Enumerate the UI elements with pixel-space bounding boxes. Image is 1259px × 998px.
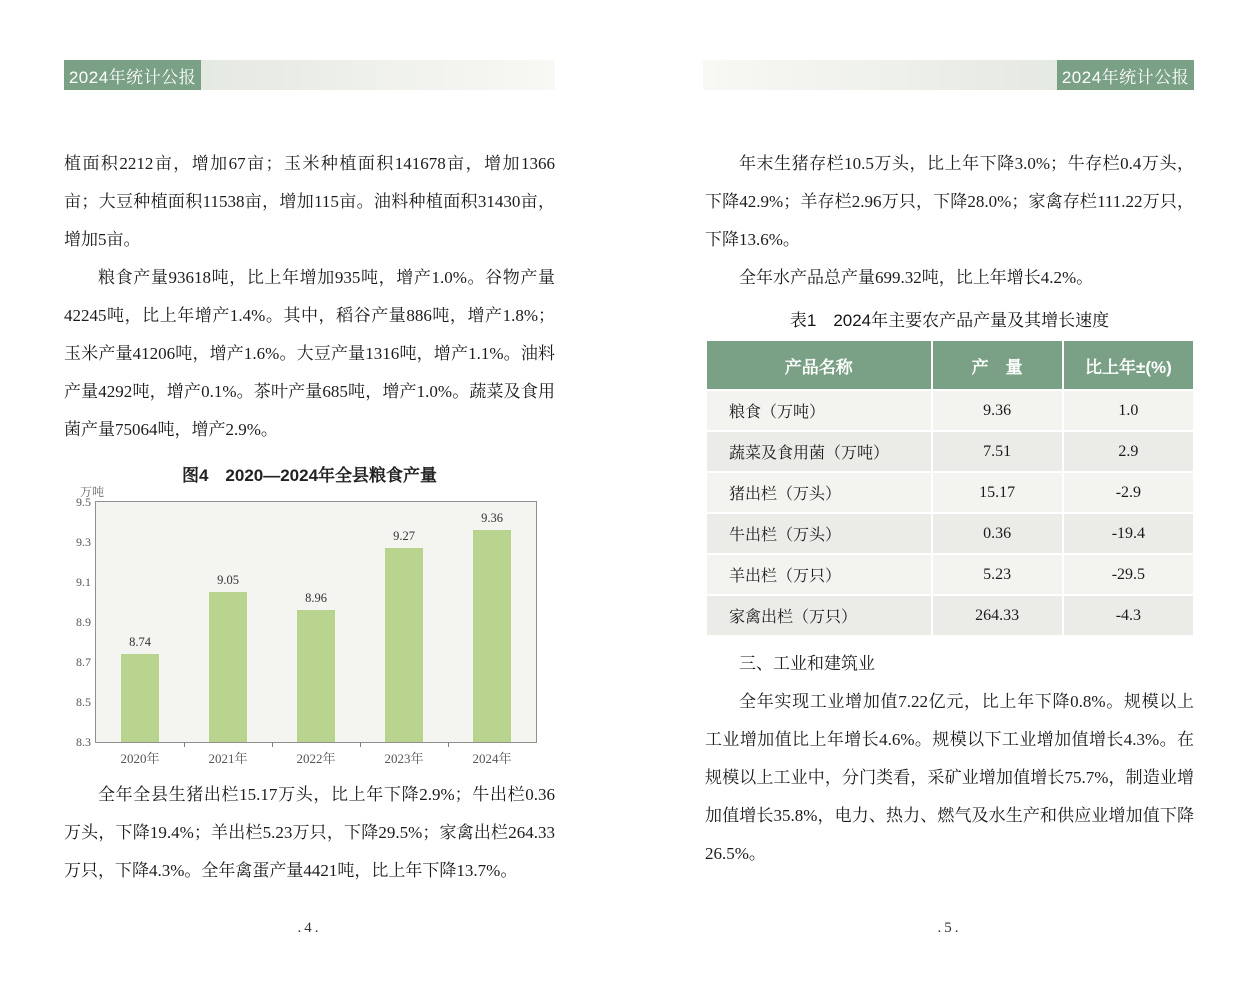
- cell-change: -2.9: [1062, 471, 1193, 512]
- table-row: [707, 430, 1193, 471]
- x-axis-tick: [360, 742, 361, 747]
- cell-change: -19.4: [1062, 512, 1193, 553]
- right-header-strip: [703, 60, 1057, 90]
- y-axis-tick-label: 8.5: [76, 695, 91, 709]
- x-axis-category-label: 2024年: [472, 751, 512, 766]
- cell-output: 15.17: [931, 471, 1062, 512]
- x-axis-tick: [448, 742, 449, 747]
- chart-bar: [121, 654, 159, 742]
- table-row: [707, 594, 1193, 635]
- cell-product-name: 羊出栏（万只）: [707, 553, 931, 594]
- section-heading-industry: 三、工业和建筑业: [739, 654, 875, 673]
- bar-value-label: 8.74: [129, 635, 151, 649]
- chart-bar: [209, 592, 247, 742]
- chart-unit-label: 万吨: [80, 485, 105, 499]
- cell-change: -29.5: [1062, 553, 1193, 594]
- table-row: [707, 512, 1193, 553]
- x-axis-category-label: 2020年: [120, 751, 160, 766]
- cell-output: 264.33: [931, 594, 1062, 635]
- cell-change: 1.0: [1062, 389, 1193, 430]
- chart-bar: [385, 548, 423, 742]
- x-axis-category-label: 2021年: [208, 751, 248, 766]
- grain-output-bar-chart: [64, 461, 555, 766]
- col-header-change: 比上年±(%): [1062, 341, 1193, 389]
- cell-output: 9.36: [931, 389, 1062, 430]
- y-axis-tick-label: 8.3: [76, 735, 91, 749]
- cell-product-name: 家禽出栏（万只）: [707, 594, 931, 635]
- table-row: [707, 471, 1193, 512]
- right-page-number: .5.: [937, 920, 962, 936]
- chart-title: 图4 2020—2024年全县粮食产量: [181, 466, 438, 485]
- cell-change: -4.3: [1062, 594, 1193, 635]
- left-header-title: 2024年统计公报: [68, 67, 197, 87]
- col-header-product: 产品名称: [707, 341, 931, 389]
- left-page-number: .4.: [297, 920, 322, 936]
- chart-bar: [473, 530, 511, 742]
- left-page-text: [64, 145, 555, 449]
- cell-change: 2.9: [1062, 430, 1193, 471]
- paragraph-industry: 全年实现工业增加值7.22亿元，比上年下降0.8%。规模以上工业增加值比上年增长4.6%。规模以下工业增加值增长4.3%。在规模以上工业中，分门类看，采矿业增加值增长75.7%，制造业增加值增长35.8%，电力、热力、燃气及水生产和供应业增加值下降26.5%。: [705, 692, 1194, 863]
- paragraph-aquatic-products: 全年水产品总产量699.32吨，比上年增长4.2%。: [739, 268, 1094, 287]
- x-axis-tick: [272, 742, 273, 747]
- y-axis-tick-label: 9.3: [76, 535, 91, 549]
- table-row: [707, 553, 1193, 594]
- paragraph-planting-area: 植面积2212亩，增加67亩；玉米种植面积141678亩，增加1366亩；大豆种植面积11538亩，增加115亩。油料种植面积31430亩，增加5亩。: [64, 154, 555, 249]
- bar-value-label: 9.05: [217, 573, 239, 587]
- y-axis-tick-label: 9.5: [76, 495, 91, 509]
- bar-value-label: 9.27: [393, 529, 415, 543]
- right-header-banner: [1057, 60, 1194, 90]
- x-axis-category-label: 2023年: [384, 751, 424, 766]
- table-row: [707, 389, 1193, 430]
- cell-output: 7.51: [931, 430, 1062, 471]
- bar-value-label: 8.96: [305, 591, 327, 605]
- left-header-strip: [201, 60, 555, 90]
- right-header-title: 2024年统计公报: [1061, 67, 1190, 87]
- cell-product-name: 牛出栏（万头）: [707, 512, 931, 553]
- x-axis-tick: [184, 742, 185, 747]
- col-header-output: 产 量: [931, 341, 1062, 389]
- cell-output: 0.36: [931, 512, 1062, 553]
- chart-bar: [297, 610, 335, 742]
- agri-products-table: [707, 341, 1193, 635]
- right-page-text: [705, 145, 1194, 297]
- paragraph-grain-output: 粮食产量93618吨，比上年增加935吨，增产1.0%。谷物产量42245吨，比上年增产1.4%。其中，稻谷产量886吨，增产1.8%；玉米产量41206吨，增产1.6%。大豆产量1316吨，增产1.1%。油料产量4292吨，增产0.1%。茶叶产量685吨，增产1.0%。蔬菜及食用菌产量75064吨，增产2.9%。: [64, 268, 555, 439]
- table-header-row: [707, 341, 1193, 389]
- y-axis-tick-label: 9.1: [76, 575, 91, 589]
- paragraph-livestock: 全年全县生猪出栏15.17万头，比上年下降2.9%；牛出栏0.36万头，下降19.4%；羊出栏5.23万只，下降29.5%；家禽出栏264.33万只，下降4.3%。全年禽蛋产量4421吨，比上年下降13.7%。: [64, 785, 555, 880]
- cell-product-name: 蔬菜及食用菌（万吨）: [707, 430, 931, 471]
- cell-product-name: 猪出栏（万头）: [707, 471, 931, 512]
- bar-value-label: 9.36: [481, 511, 503, 525]
- x-axis-category-label: 2022年: [296, 751, 336, 766]
- paragraph-stock-on-hand: 年末生猪存栏10.5万头，比上年下降3.0%；牛存栏0.4万头，下降42.9%；羊存栏2.96万只，下降28.0%；家禽存栏111.22万只，下降13.6%。: [705, 154, 1194, 249]
- y-axis-tick-label: 8.7: [76, 655, 91, 669]
- table-title: 表1 2024年主要农产品产量及其增长速度: [789, 311, 1110, 330]
- left-header-banner: [64, 60, 201, 90]
- cell-output: 5.23: [931, 553, 1062, 594]
- chart-plot-area: [76, 495, 537, 766]
- y-axis-tick-label: 8.9: [76, 615, 91, 629]
- cell-product-name: 粮食（万吨）: [707, 389, 931, 430]
